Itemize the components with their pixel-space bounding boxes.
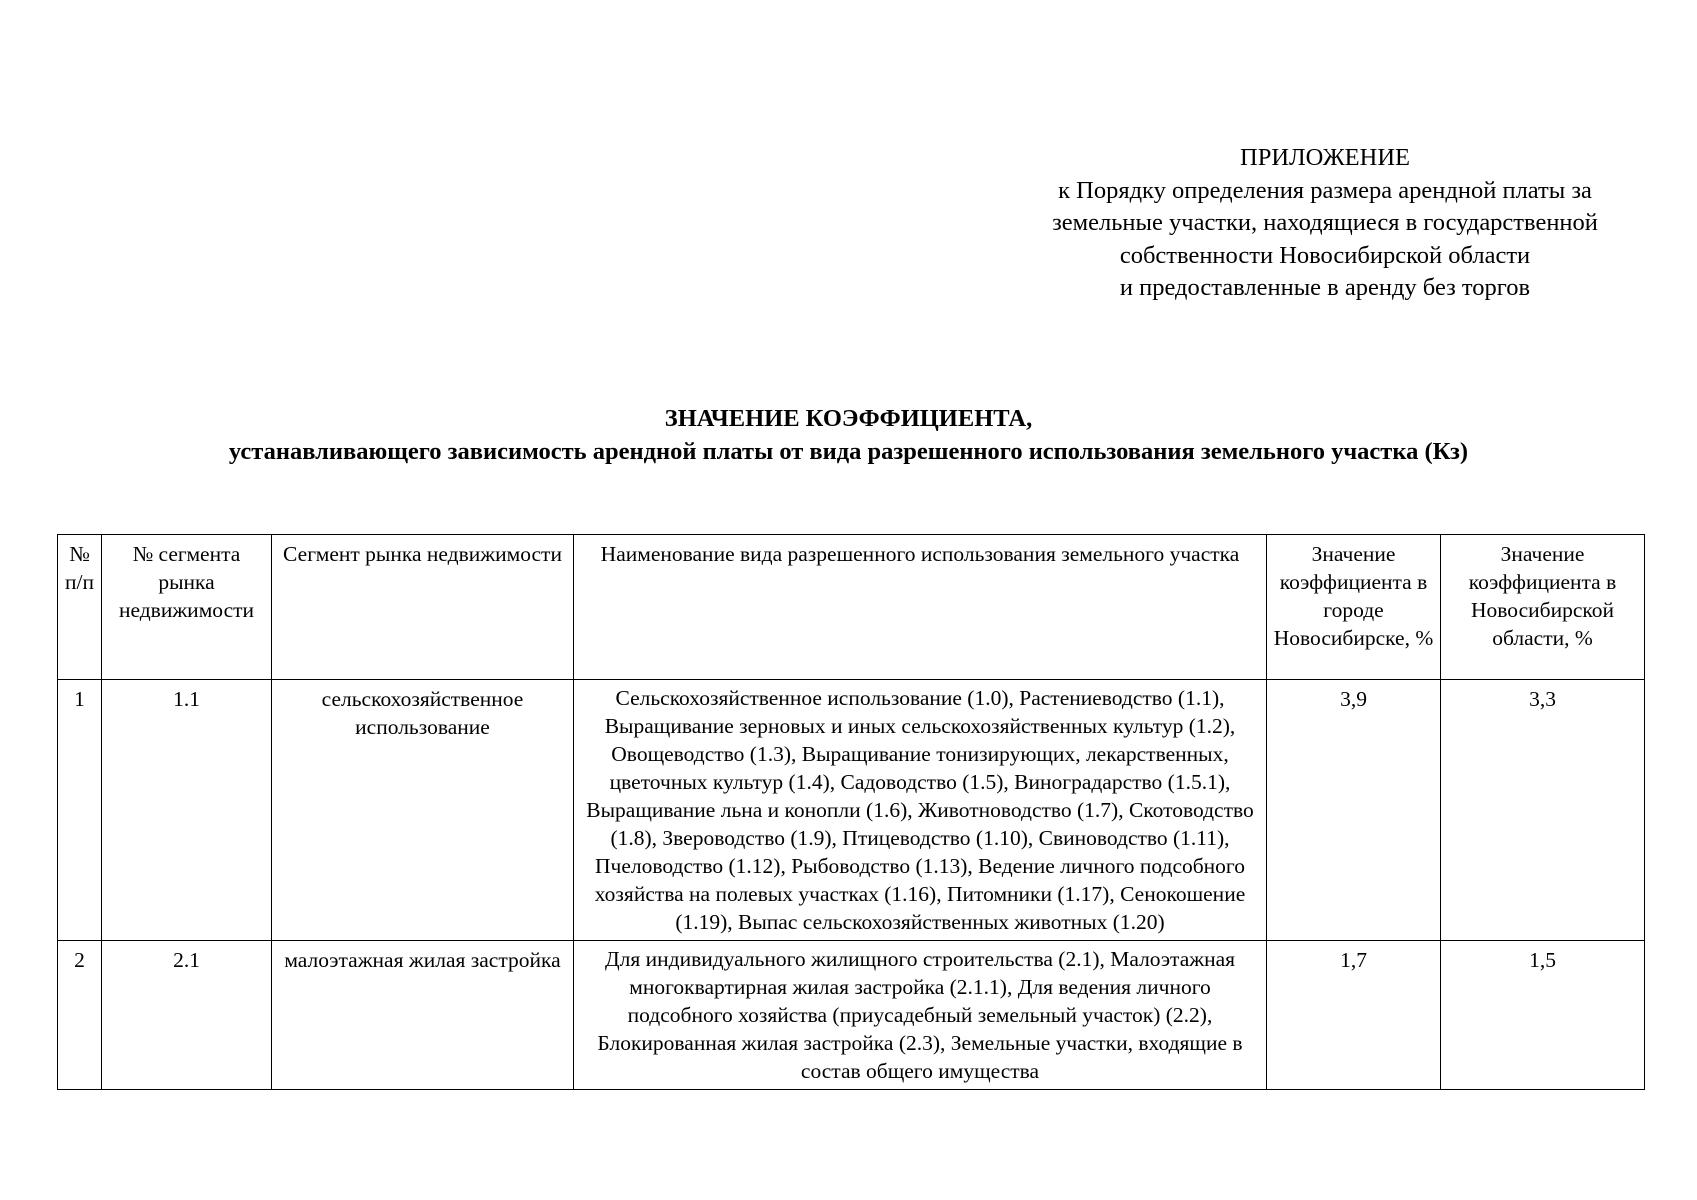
coefficient-table — [57, 534, 1645, 1090]
heading-subtitle: устанавливающего зависимость арендной платы от вида разрешенного использования земельного участка (Кз) — [228, 438, 1469, 465]
appendix-line: земельные участки, находящиеся в государственной — [1052, 209, 1598, 236]
cell-segment: малоэтажная жилая застройка — [272, 941, 574, 1090]
heading-title: ЗНАЧЕНИЕ КОЭФФИЦИЕНТА, — [664, 405, 1033, 432]
appendix-line: к Порядку определения размера арендной платы за — [1058, 176, 1592, 204]
header-permitted-use: Наименование вида разрешенного использования земельного участка — [574, 535, 1267, 680]
header-row-number: № п/п — [58, 535, 102, 680]
cell-permitted-use: Сельскохозяйственное использование (1.0), Растениеводство (1.1), Выращивание зерновых и иных сельскохозяйственных культур (1.2), Овощеводство (1.3), Выращивание тонизирующих, лекарственных, цветочных культур (1.4), Садоводство (1.5), Виноградарство (1.5.1), Выращивание льна и конопли (1.6), Животноводство (1.7), Скотоводство (1.8), Звероводство (1.9), Птицеводство (1.10), Свиноводство (1.11), Пчеловодство (1.12), Рыбоводство (1.13), Ведение личного подсобного хозяйства на полевых участках (1.16), Питомники (1.17), Сенокошение (1.19), Выпас сельскохозяйственных животных (1.20) — [574, 680, 1267, 941]
cell-coef-city: 1,7 — [1267, 941, 1441, 1090]
header-segment-number: № сегмента рынка недвижимости — [102, 535, 272, 680]
cell-segment-number: 2.1 — [102, 941, 272, 1090]
cell-segment-number: 1.1 — [102, 680, 272, 941]
appendix-line: и предоставленные в аренду без торгов — [1119, 274, 1531, 301]
cell-coef-city: 3,9 — [1267, 680, 1441, 941]
cell-coef-region: 1,5 — [1441, 941, 1645, 1090]
cell-row-number: 2 — [58, 941, 102, 1090]
cell-coef-region: 3,3 — [1441, 680, 1645, 941]
appendix-block — [1000, 142, 1650, 305]
table-row — [58, 941, 1645, 1090]
appendix-title: ПРИЛОЖЕНИЕ — [1240, 144, 1410, 171]
table-row — [58, 680, 1645, 941]
header-coef-city: Значение коэффициента в городе Новосибирске, % — [1267, 535, 1441, 680]
appendix-line: собственности Новосибирской области — [1119, 241, 1531, 269]
cell-segment: сельскохозяйственное использование — [272, 680, 574, 941]
header-coef-region: Значение коэффициента в Новосибирской области, % — [1441, 535, 1645, 680]
header-segment: Сегмент рынка недвижимости — [272, 535, 574, 680]
table-header-row — [58, 535, 1645, 680]
cell-permitted-use: Для индивидуального жилищного строительства (2.1), Малоэтажная многоквартирная жилая застройка (2.1.1), Для ведения личного подсобного хозяйства (приусадебный земельный участок) (2.2), Блокированная жилая застройка (2.3), Земельные участки, входящие в состав общего имущества — [574, 941, 1267, 1090]
cell-row-number: 1 — [58, 680, 102, 941]
document-heading — [0, 402, 1697, 468]
